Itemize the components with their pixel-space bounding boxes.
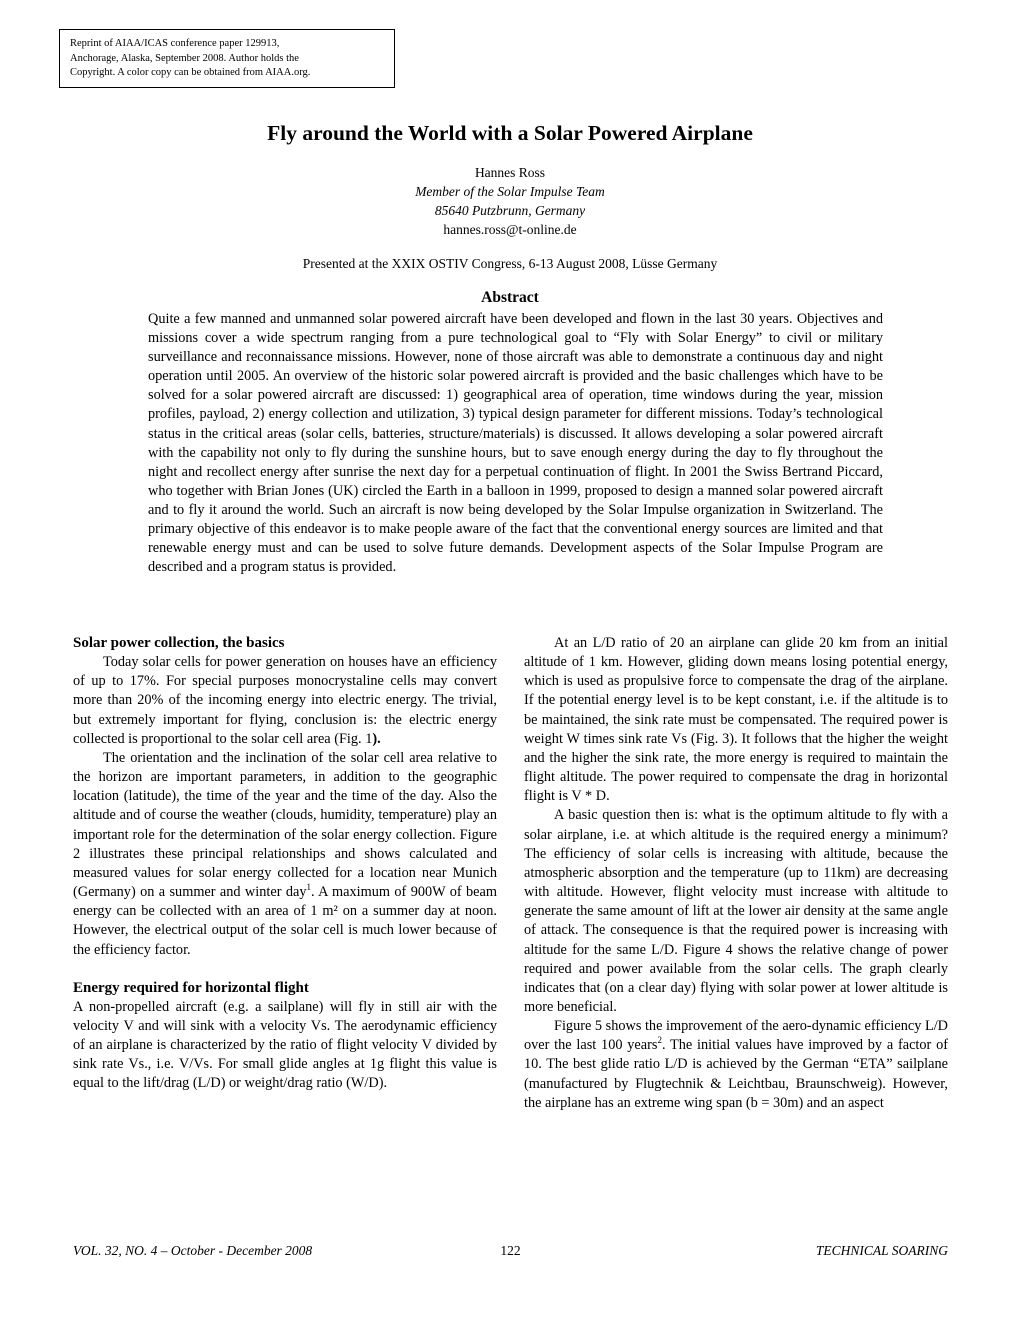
reprint-notice-box (59, 29, 395, 88)
footnote-ref: 1 (306, 882, 311, 893)
footer-journal: VOL. 32, NO. 4 – October - December 2008 (73, 1243, 313, 1258)
paragraph: A non-propelled aircraft (e.g. a sailplane) will fly in still air with the velocity V and will sink with a velocity Vs. The aerodynamic efficiency of an airplane is characterized by the ratio of flight velocity V divided by sink rate Vs., i.e. V/Vs. For small glide angles at 1g flight this value is equal to the lift/drag (L/D) or weight/drag ratio (W/D). (73, 998, 497, 1092)
paragraph: A basic question then is: what is the optimum altitude to fly with a solar airplane, i.e. at which altitude is the required energy a minimum? The efficiency of solar cells is increasing with altitude, because the atmospheric absorption and the temperature (up to 11km) are decreasing with altitude. However, flight velocity must increase with altitude to generate the same amount of lift at the lower air density at the same angle of attack. The consequence is that the required power is increasing with altitude for the same L/D. Figure 4 shows the relative change of power required and power available from the solar cells. The graph clearly indicates that (on a clear day) flying with solar power at lower altitude is more beneficial. (524, 807, 948, 1015)
author-email: hannes.ross@t-online.de (443, 222, 577, 237)
footer-publication: TECHNICAL SOARING (815, 1243, 948, 1258)
author-affiliation: Member of the Solar Impulse Team (415, 184, 605, 199)
paragraph: At an L/D ratio of 20 an airplane can glide 20 km from an initial altitude of 1 km. However, gliding down means losing potential energy, which is used as propulsive force to compensate the drag of the airplane. If the potential energy level is to be kept constant, i.e. if the altitude is to be maintained, the sink rate must be compensated. The required power is weight W times sink rate Vs (Fig. 3). It follows that the higher the weight and the higher the sink rate, the more energy is required to maintain the flight altitude. The power required to compensate the drag in horizontal flight is V * D. (524, 635, 948, 805)
paragraph: Today solar cells for power generation on houses have an efficiency of up to 17%. For special purposes monocrystaline cells may convert more than 20% of the incoming energy into electric energy. The trivial, but extremely important for flying, conclusion is: the electric energy collected is proportional to the solar cell area (Fig. 1). (73, 654, 497, 747)
paper-title: Fly around the World with a Solar Powered Airplane (267, 121, 753, 145)
abstract-heading: Abstract (481, 289, 539, 306)
abstract-body: Quite a few manned and unmanned solar powered aircraft have been developed and flown in the last 30 years. Objectives and missions cover a wide spectrum ranging from a pure technological goal to “Fly with Solar Energy” to civil or military surveillance and reconnaissance missions. However, none of those aircraft was able to demonstrate a continuous day and night operation until 2005. An overview of the historic solar powered aircraft is provided and the basic challenges which have to be solved for a solar powered aircraft are discussed: 1) geographical area of operation, time windows during the year, mission profiles, payload, 2) energy collection and utilization, 3) typical design parameter for different missions. Today’s technological status in the critical areas (solar cells, batteries, structure/materials) is discussed. It allows developing a solar powered aircraft with the capability not only to fly during the sunshine hours, but to save enough energy during the day to fly throughout the night and recollect energy after sunrise the next day for a perpetual continuation of flight. In 2001 the Swiss Bertrand Piccard, who together with Brian Jones (UK) circled the Earth in a balloon in 1999, proposed to design a manned solar powered aircraft and to fly it around the world. Such an aircraft is now being developed by the Solar Impulse organization in Switzerland. The primary objective of this endeavor is to make people aware of the fact that the conventional energy sources are limited and that renewable energy must and can be used to solve future demands. Development aspects of the Solar Impulse Program are described and a program status is provided. (148, 311, 883, 576)
left-column (73, 634, 497, 1094)
reprint-line: Reprint of AIAA/ICAS conference paper 129913, (70, 38, 280, 49)
right-column (524, 634, 948, 1113)
author-address: 85640 Putzbrunn, Germany (434, 203, 586, 218)
author-name: Hannes Ross (474, 165, 546, 180)
paragraph: Figure 5 shows the improvement of the aero-dynamic efficiency L/D over the last 100 years$^2$. The initial values have improved by a factor of 10. The best glide ratio L/D is achieved by the German “ETA” sailplane (manufactured by Flugtechnik & Leichtbau, Braunschweig). However, the airplane has an extreme wing span (b = 30m) and an aspect (524, 1018, 948, 1111)
reprint-line: Anchorage, Alaska, September 2008. Author holds the (70, 52, 299, 64)
footnote-ref: 2 (657, 1035, 662, 1046)
paragraph: The orientation and the inclination of the solar cell area relative to the horizon are important parameters, in addition to the geographic location (latitude), the time of the year and the time of the day. Also the altitude and of course the weather (clouds, humidity, temperature) play an important role for the determination of the solar energy collection. Figure 2 illustrates these principal relationships and shows calculated and measured values for solar energy collected for a location near Munich (Germany) on a summer and winter day$^1$. A maximum of 900W of beam energy can be collected with an area of 1 m² on a summer day at noon. However, the electrical output of the solar cell is much lower because of the efficiency factor. (73, 749, 497, 958)
reprint-line: Copyright. A color copy can be obtained from AIAA.org. (70, 67, 311, 78)
footer-page-number: 122 (500, 1243, 521, 1258)
section-heading-energy-required: Energy required for horizontal flight (73, 979, 309, 996)
section-heading-solar-power: Solar power collection, the basics (73, 635, 285, 651)
presented-note: Presented at the XXIX OSTIV Congress, 6-13 August 2008, Lüsse Germany (302, 256, 718, 271)
